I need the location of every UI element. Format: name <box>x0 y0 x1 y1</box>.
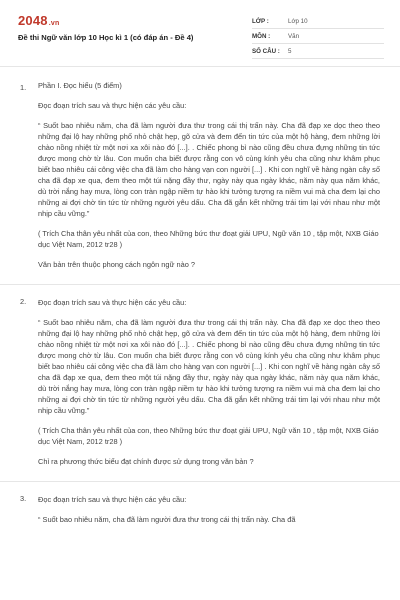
question-number: 1. <box>20 83 27 92</box>
header-divider <box>0 66 400 67</box>
meta-value: Lớp 10 <box>288 17 308 25</box>
question-body <box>38 80 380 270</box>
question-prompt: Chỉ ra phương thức biểu đạt chính được sử dụng trong văn bản ? <box>38 457 254 466</box>
question-item <box>0 80 400 270</box>
question-divider <box>0 284 400 285</box>
question-divider <box>0 481 400 482</box>
reading-passage: “ Suốt bao nhiêu năm, cha đã làm người đưa thư trong cái thị trấn này. Cha đã đạp xe dọc theo theo những đại lộ hay những phố nhỏ chật hẹp, gõ cửa và đem đến tin tức của một hộ hàng, đem những lời chào nồng nhiệt từ một nơi xa xôi nào đó [...]. . Chiếc phong bì nào cũng đều chưa đựng những tin tức được mong chờ từ lâu. Con muốn cha biết được rằng con vô cùng kính yêu cha cũng như khâm phục biết bao nhiêu cái công việc cha đã làm cho hàng vạn con người [...] . Khi con nghĩ về hàng ngàn cây số cha đã đạp xe qua, đem theo một túi nặng đầy thư, ngày này qua ngày khác, năm này qua năm khác, dù trời nắng hay mưa, lòng con tràn ngập niềm tự hào khi tưởng tượng ra niềm vui mà cha đem lại cho những ai đợi chờ tin tức từ những người yêu dấu. Cha đã gắn kết những trái tim lại với nhau như một nhịp cầu vững.” <box>38 318 380 415</box>
question-body <box>38 494 380 525</box>
section-heading: Phần I. Đọc hiểu (5 điểm) <box>38 81 122 90</box>
question-instruction: Đọc đoạn trích sau và thực hiện các yêu cầu: <box>38 101 187 110</box>
meta-key: MÔN : <box>252 32 271 40</box>
question-body <box>38 297 380 467</box>
question-item <box>0 297 400 467</box>
site-logo[interactable] <box>18 13 59 28</box>
reading-passage: “ Suốt bao nhiêu năm, cha đã làm người đưa thư trong cái thị trấn này. Cha đã <box>38 515 296 524</box>
reading-passage: “ Suốt bao nhiêu năm, cha đã làm người đưa thư trong cái thị trấn này. Cha đã đạp xe dọc theo theo những đại lộ hay những phố nhỏ chật hẹp, gõ cửa và đem đến tin tức của một hộ hàng, đem những lời chào nồng nhiệt từ một nơi xa xôi nào đó [...]. . Chiếc phong bì nào cũng đều chưa đựng những tin tức được mong chờ từ lâu. Con muốn cha biết được rằng con vô cùng kính yêu cha cũng như khâm phục biết bao nhiêu cái công việc cha đã làm cho hàng vạn con người [...] . Khi con nghĩ về hàng ngàn cây số cha đã đạp xe qua, đem theo một túi nặng đầy thư, ngày này qua ngày khác, năm này qua năm khác, dù trời nắng hay mưa, lòng con tràn ngập niềm tự hào khi tưởng tượng ra niềm vui mà cha đem lại cho những ai đợi chờ tin tức từ những người yêu dấu. Cha đã gắn kết những trái tim lại với nhau như một nhịp cầu vững.” <box>38 121 380 218</box>
meta-row-question-count <box>252 44 384 59</box>
question-instruction: Đọc đoạn trích sau và thực hiện các yêu cầu: <box>38 495 187 504</box>
question-prompt: Văn bản trên thuộc phong cách ngôn ngữ nào ? <box>38 260 195 269</box>
questions-list <box>0 80 400 534</box>
passage-source: ( Trích Cha thân yêu nhất của con, theo Những bức thư đoạt giải UPU, Ngữ văn 10 , tập một, NXB Giáo dục Việt Nam, 2012 tr28 ) <box>38 426 379 446</box>
question-number: 3. <box>20 494 27 503</box>
logo-suffix: .vn <box>48 20 60 27</box>
meta-key: SỐ CÂU : <box>252 47 280 55</box>
meta-value: Văn <box>288 32 300 40</box>
exam-meta-table <box>252 14 384 59</box>
meta-key: LỚP : <box>252 17 269 25</box>
meta-value: 5 <box>288 47 292 55</box>
logo-text: 2048 <box>18 13 48 28</box>
question-instruction: Đọc đoạn trích sau và thực hiện các yêu cầu: <box>38 298 187 307</box>
meta-row-subject <box>252 29 384 44</box>
meta-row-class <box>252 14 384 29</box>
page-header <box>0 0 400 66</box>
passage-source: ( Trích Cha thân yêu nhất của con, theo Những bức thư đoạt giải UPU, Ngữ văn 10 , tập một, NXB Giáo dục Việt Nam, 2012 tr28 ) <box>38 229 379 249</box>
exam-title: Đề thi Ngữ văn lớp 10 Học kì 1 (có đáp án - Đề 4) <box>18 33 194 42</box>
question-number: 2. <box>20 297 27 306</box>
question-item <box>0 494 400 525</box>
